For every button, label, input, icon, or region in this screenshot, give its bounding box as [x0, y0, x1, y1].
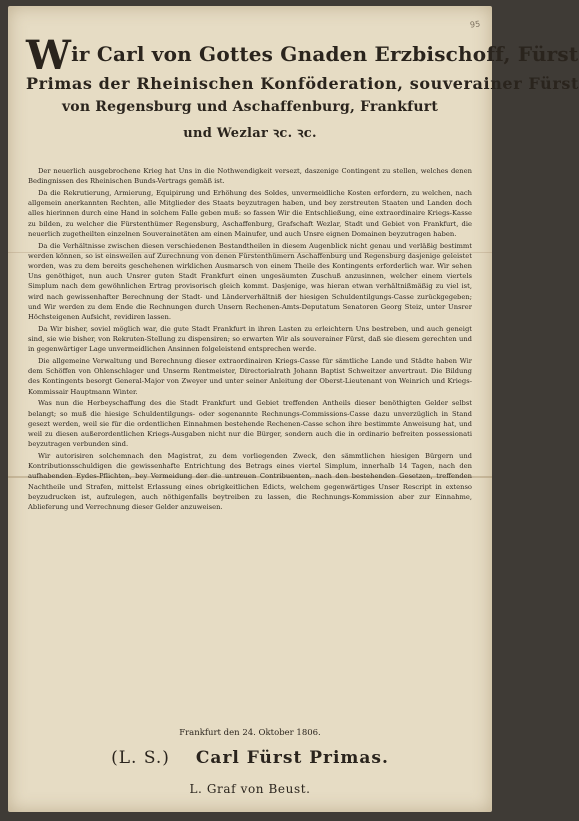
title-line-1-text: ir Carl von Gottes Gnaden Erzbischoff, Fürst: [71, 42, 579, 66]
paragraph: Der neuerlich ausgebrochene Krieg hat Uns in die Nothwendigkeit versezt, daszenige Contingent zu stellen, welches denen Bedingnissen des Rheinischen Bunds-Vertrags gemäß ist.: [28, 167, 472, 186]
paragraph: Da die Verhältnisse zwischen diesen verschiedenen Bestandtheilen in diesem Augenblick nicht genau und verläßig bestimmt werden können, so ist einsweilen auf Zurechnung von denen Fürstenthümern Aschaffenburg und Regensburg dasjenige geleistet worden, was zu dem bereits geschehenen wirklichen Ausmarsch von einem Theile des Kontingents erforderlich war. Wir sehen Uns genöthiget, nun auch Unsrer guten Stadt Frankfurt einen ungesäumten Zuschuß anzusinnen, welcher einem viertels Simplum nach dem gewöhnlichen Ertrag provisorisch gleich kommt. Dasjenige, was hieran etwan verhältnißmäßig zu viel ist, wird nach gewissenhafter Berechnung der Stadt- und Länderverhältniß der hiesigen Schuldentilgungs-Casse zurückgegeben; und Wir werden zu dem Ende die Rechnungen durch Unsern Rechenen-Amts-Deputatum Senatoren Georg Steiz, unter Unsrer Höchsteigenen Aufsicht, revidiren lassen.: [28, 241, 472, 322]
paragraph: Wir autorisiren solchemnach den Magistrat, zu dem vorliegenden Zweck, den sämmtlichen hiesigen Bürgern und Kontributionsschuldigen die gewissenhafte Entrichtung des Betrags eines viertel Simplum, innerhalb 14 Tagen, nach den aufhabenden Eydes-Pflichten, bey Vermeidung der die untreuen Contribuenten, nach den bestehenden Gesetzen, treffenden Nachtheile und Strafen, mittelst Erlassung eines obrigkeitlichen Edicts, welchem gegenwärtiges Unser Rescript in extenso beyzudrucken ist, aufzulegen, auch nöthigenfalls beytreiben zu lassen, die Rechnungs-Kommission aber zur Einnahme, Ablieferung und Verrechnung dieser Gelder anzuweisen.: [28, 452, 472, 512]
paragraph: Die allgemeine Verwaltung und Berechnung dieser extraordinairen Kriegs-Casse für sämtliche Lande und Städte haben Wir dem Schöffen von Ohlenschlager und Unserm Rentmeister, Directorialrath Johann Baptist Schweitzer anvertraut. Die Bildung des Kontingents besorgt General-Major von Zweyer und unter seiner Anleitung der Oberst-Lieutenant von Weinrich und Kriegs-Kommissair Hauptmann Winter.: [28, 357, 472, 396]
title-line-4: und Wezlar ꝛc. ꝛc.: [183, 126, 317, 141]
paragraph: Da Wir bisher, soviel möglich war, die gute Stadt Frankfurt in ihren Lasten zu erleichtern Uns bestreben, und auch geneigt sind, sie wie bisher, von Rekruten-Stellung zu dispensiren; so erwarten Wir als souverainer Fürst, daß sie diesem gerechten und in gegenwärtiger Lage unvermeidlichen Ansinnen folgeleistend entsprechen werde.: [28, 324, 472, 354]
date-line: Frankfurt den 24. Oktober 1806.: [179, 728, 321, 738]
document-sheet: [8, 6, 579, 812]
signature-line: [8, 748, 492, 768]
document-body: [28, 166, 472, 514]
title-initial: W: [26, 32, 72, 79]
countersignature: L. Graf von Beust.: [189, 782, 311, 796]
title-line-3: von Regensburg und Aschaffenburg, Frankfurt: [61, 99, 439, 115]
archive-number: 95: [469, 19, 481, 30]
paragraph: Da die Rekrutierung, Armierung, Equipirung und Erhöhung des Soldes, unvermeidliche Kosten erfordern, zu welchen, nach allgemein anerkannten Rechten, alle Mitglieder des Staats beyzutragen haben, und bey zerstreuten Staaten und Landen doch alles hierinnen durch eine Hand in solchem Falle geben muß: so fassen Wir die Entschließung, eine extraordinaire Kriegs-Kasse zu bilden, zu welcher die Fürstenthümer Regensburg, Aschaffenburg, Grafschaft Wezlar, Stadt und Gebiet von Frankfurt, die neuerlich zugetheilten einzelnen Souverainetäten am einen Mainufer, und auch Unsre eignen Domainen beyzutragen haben.: [28, 189, 472, 238]
title-line-1: [26, 32, 579, 79]
title-line-2: Primas der Rheinischen Konföderation, souverainer Fürst: [26, 74, 579, 93]
paragraph: Was nun die Herbeyschaffung des die Stadt Frankfurt und Gebiet treffenden Antheils dieser benöthigten Gelder selbst belangt; so muß die hiesige Schuldentilgungs- oder sogenannte Rechnungs-Commissions-Casse dazu unverzüglich in Stand gesezt werden, weil sie für die ordentlichen Einnahmen bestehende Rechenen-Casse schon ihre bestimmte Anweisung hat, und weil zu diesen außerordentlichen Kriegs-Ausgaben nicht nur die Bürger, sondern auch die in ordinario befreiten possessionati beyzutragen verbunden sind.: [28, 399, 472, 449]
seal-mark: (L. S.): [111, 748, 170, 768]
signature: Carl Fürst Primas.: [195, 748, 389, 768]
